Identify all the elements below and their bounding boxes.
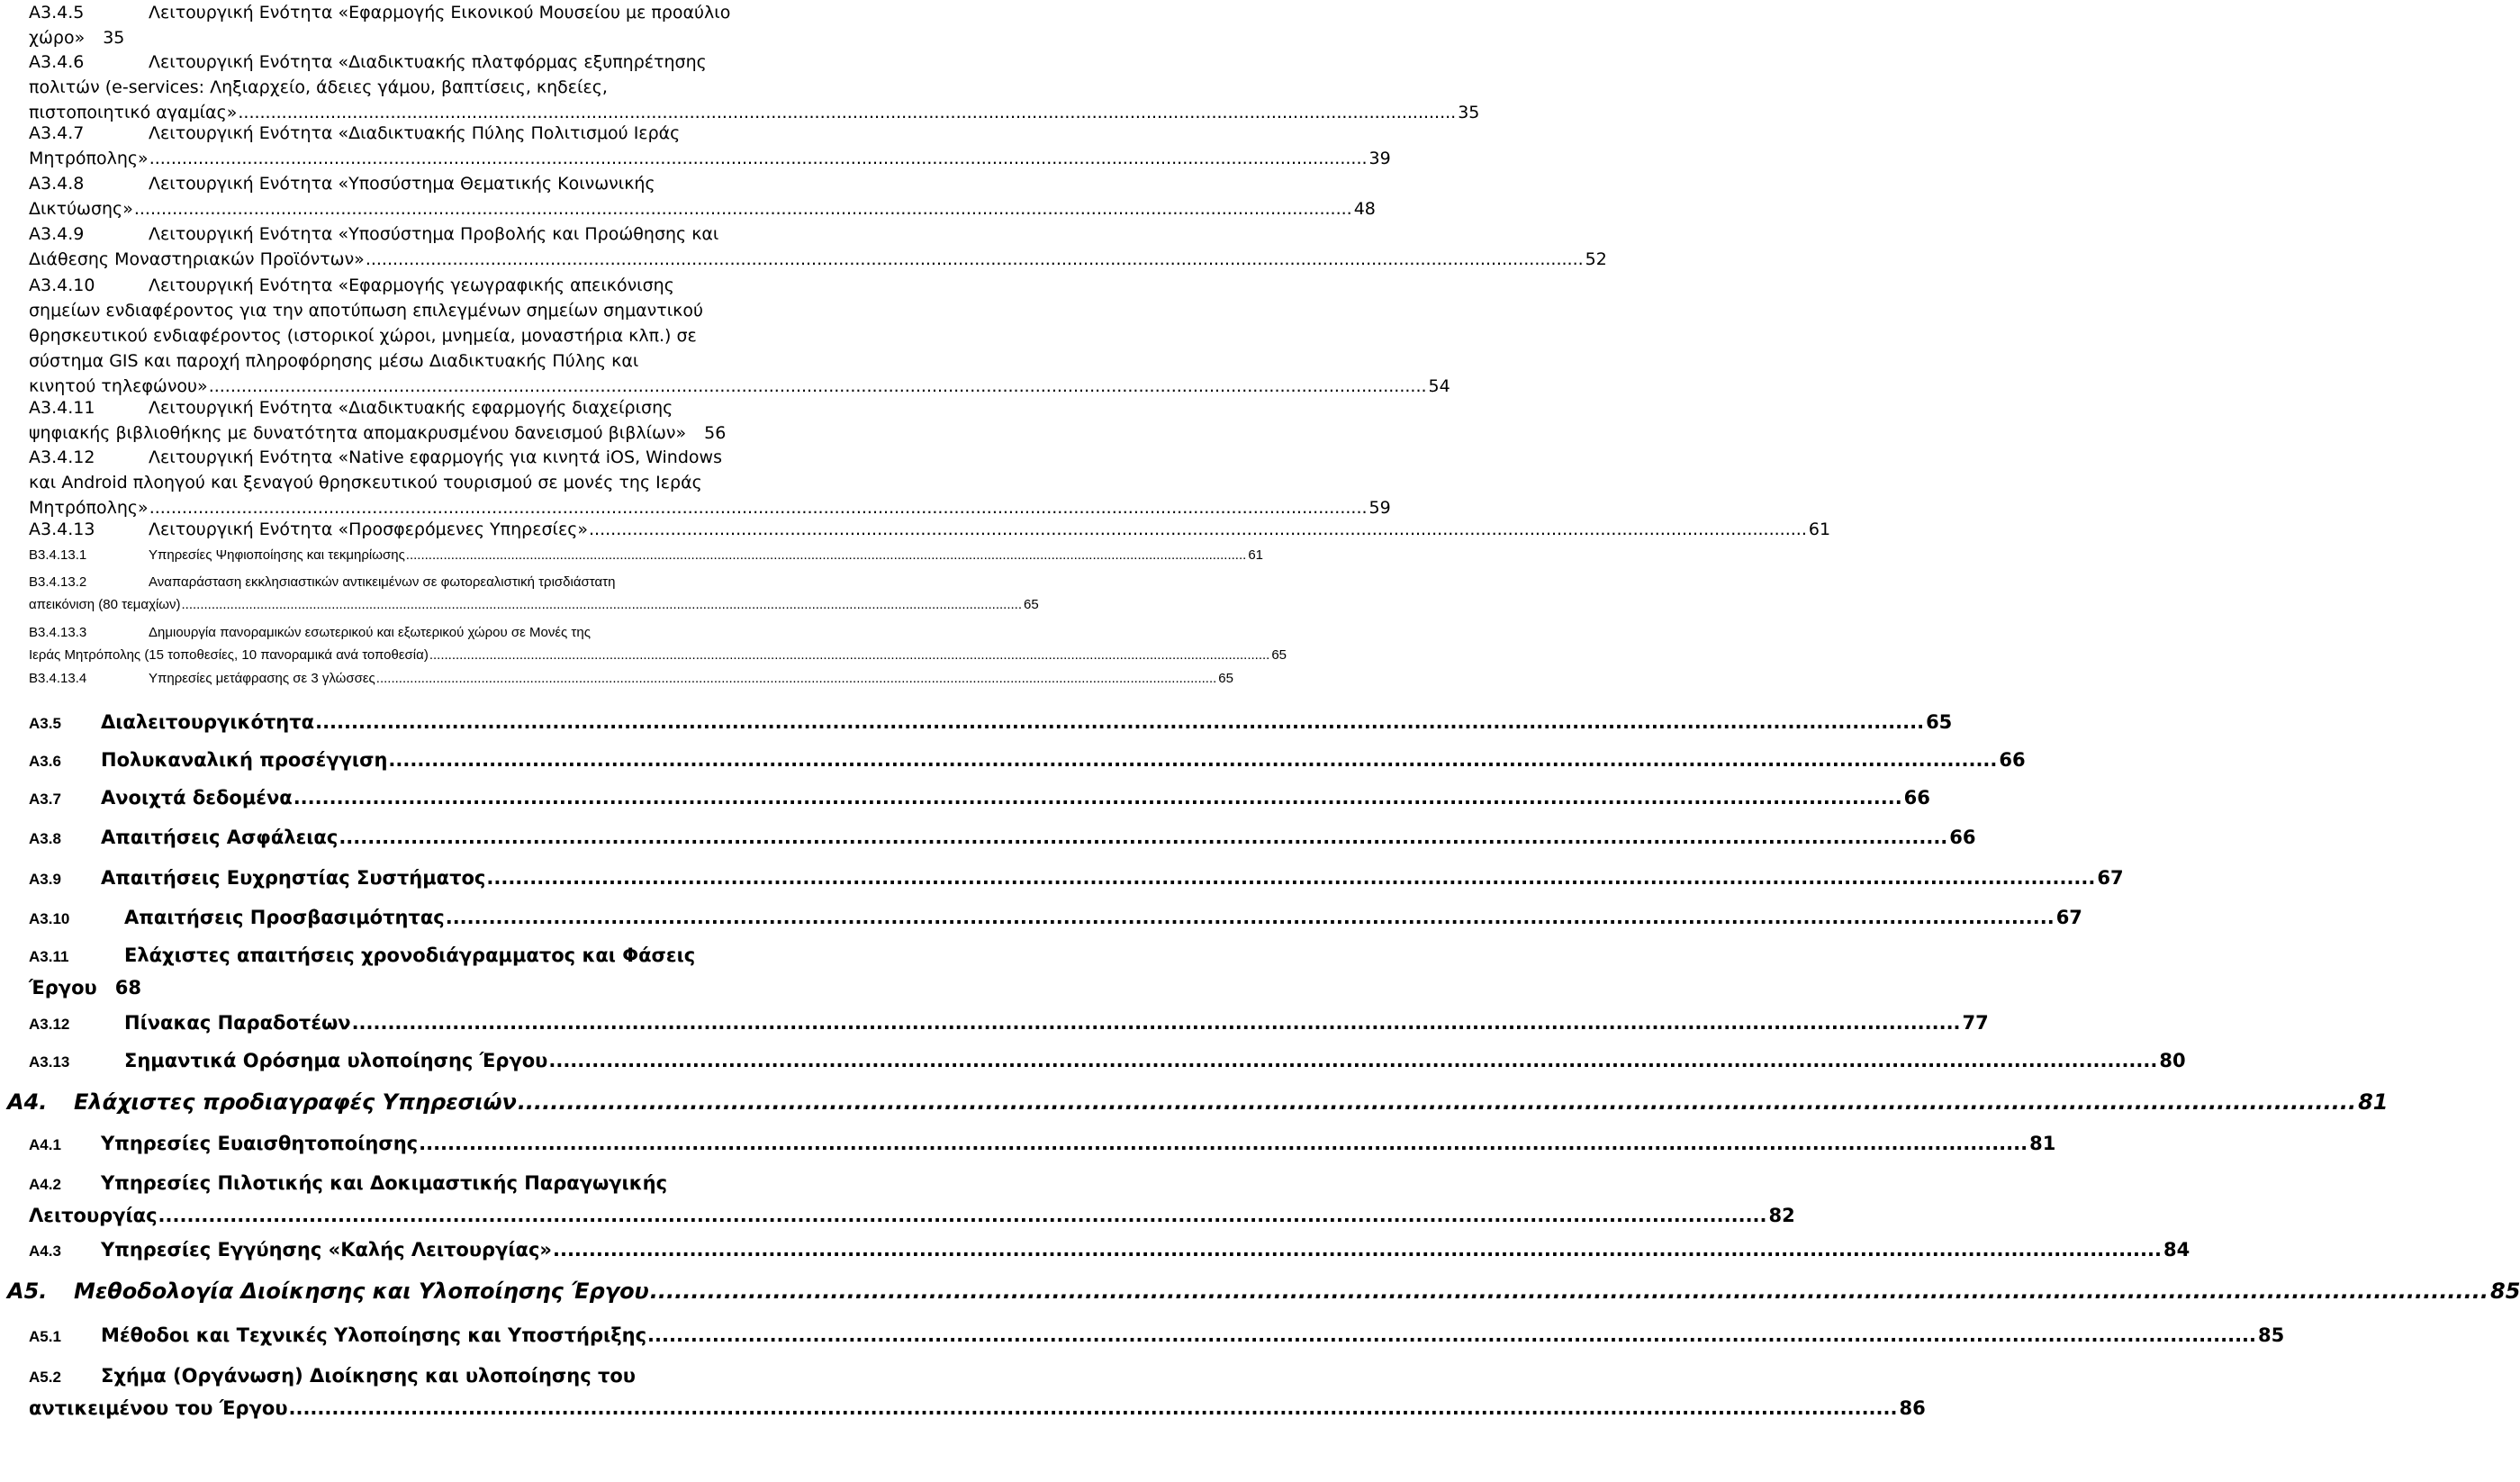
toc-line [29, 862, 2124, 894]
toc-line [29, 744, 2026, 776]
page-number: 65 [1218, 671, 1233, 686]
page-number: 66 [1949, 827, 1976, 848]
entry-number: B3.4.13.3 [29, 625, 87, 640]
page-number: 56 [704, 423, 727, 443]
entry-title-continued: χώρο» [29, 28, 86, 48]
entry-title [29, 544, 405, 566]
page-number: 35 [1458, 103, 1480, 122]
entry-title [29, 1233, 552, 1268]
entry-title-continued: απεικόνιση (80 τεμαχίων) [29, 597, 181, 612]
toc-line [29, 971, 821, 1004]
entry-title-continued: κινητού τηλεφώνου» [29, 376, 208, 396]
page-number: 67 [2055, 907, 2082, 928]
entry-number: A3.4.6 [29, 52, 85, 72]
entry-number: A4.1 [29, 1136, 61, 1153]
toc-line [29, 221, 821, 247]
entry-number: A3.5 [29, 715, 61, 732]
leader-dots [288, 1392, 1898, 1424]
toc-entry[interactable] [29, 744, 2026, 776]
entry-title [29, 821, 338, 855]
toc-line [29, 298, 821, 323]
entry-title-text: Σημαντικά Ορόσημα υλοποίησης Έργου [124, 1050, 548, 1071]
entry-title [29, 1007, 351, 1041]
toc-line [29, 470, 821, 495]
entry-title: Ελάχιστες απαιτήσεις χρονοδιάγραμματος και Φάσεις [124, 944, 696, 966]
toc-line [29, 544, 1263, 566]
entry-title: Αναπαράσταση εκκλησιαστικών αντικειμένων σε φωτορεαλιστική τρισδιάστατη [149, 574, 616, 590]
leader-dots [387, 744, 1997, 776]
entry-title-text: Απαιτήσεις Προσβασιμότητας [124, 907, 445, 928]
toc-line [29, 247, 1607, 272]
toc-line [29, 706, 1953, 738]
entry-title-text: Υπηρεσίες Εγγύησης «Καλής Λειτουργίας» [101, 1239, 552, 1261]
toc-line [29, 1007, 1989, 1039]
entry-title [29, 667, 375, 690]
leader-dots [293, 782, 1902, 814]
toc-line [29, 171, 821, 196]
toc-line [29, 517, 1831, 542]
toc-entry[interactable] [29, 445, 1391, 520]
toc-line [29, 571, 821, 593]
entry-title-continued: σύστημα GIS και παροχή πληροφόρησης μέσω Διαδικτυακής Πύλης και [29, 351, 639, 371]
leader-dots [445, 901, 2055, 934]
leader-dots [149, 146, 1368, 171]
toc-entry[interactable] [29, 782, 1930, 814]
toc-entry[interactable] [7, 1086, 2389, 1118]
toc-line [29, 146, 1391, 171]
entry-title-continued: και Android πλοηγού και ξεναγού θρησκευτικού τουρισμού σε μονές της Ιεράς [29, 473, 702, 492]
toc-line [29, 395, 821, 420]
page-number: 54 [1428, 376, 1450, 396]
toc-line [29, 348, 821, 374]
toc-entry[interactable] [29, 706, 1953, 738]
entry-number: A3.4.13 [29, 520, 95, 539]
leader-dots [351, 1007, 1961, 1039]
toc-line [29, 644, 1287, 666]
entry-number: A3.4.10 [29, 276, 95, 295]
page-number: 66 [1999, 749, 2026, 771]
leader-dots [588, 517, 1807, 542]
entry-title [29, 744, 387, 778]
toc-line [29, 939, 821, 971]
toc-line [29, 121, 821, 146]
toc-line [29, 445, 821, 470]
page-number: 65 [1926, 711, 1953, 733]
entry-number: A3.4.7 [29, 123, 85, 143]
page-number: 86 [1899, 1397, 1926, 1419]
entry-number: A3.4.12 [29, 447, 95, 467]
entry-number: A3.11 [29, 948, 69, 965]
page-number: 66 [1903, 787, 1930, 809]
toc-line [7, 1275, 2520, 1307]
leader-dots [552, 1233, 2162, 1266]
page-number: 48 [1353, 199, 1376, 219]
entry-title: Λειτουργική Ενότητα «Υποσύστημα Προβολής και Προώθησης και [149, 224, 719, 244]
entry-title-text: Μέθοδοι και Τεχνικές Υλοποίησης και Υποστήριξης [101, 1324, 647, 1346]
toc-entry[interactable] [29, 901, 2082, 934]
entry-title-continued: Έργου [29, 977, 97, 999]
toc-entry[interactable] [29, 221, 1607, 272]
leader-dots [547, 1044, 2157, 1077]
toc-line [29, 901, 2082, 934]
entry-number: A3.9 [29, 871, 61, 888]
entry-title-text: Μεθοδολογία Διοίκησης και Υλοποίησης Έργου [74, 1279, 649, 1304]
entry-title [29, 517, 588, 542]
entry-number: A3.13 [29, 1053, 70, 1071]
page-number: 61 [1248, 547, 1263, 563]
toc-entry[interactable] [29, 1233, 2190, 1266]
toc-line [29, 75, 821, 100]
entry-number: A5.2 [29, 1369, 61, 1386]
entry-title-continued: Ιεράς Μητρόπολης (15 τοποθεσίες, 10 πανοραμικά ανά τοποθεσία) [29, 647, 429, 663]
entry-number: B3.4.13.2 [29, 574, 87, 590]
entry-number: A3.8 [29, 830, 61, 847]
toc-line [29, 1127, 2056, 1160]
toc-line [29, 667, 1233, 690]
entry-number: A4.2 [29, 1176, 61, 1193]
entry-number: A4. [7, 1089, 48, 1115]
page-number: 85 [2258, 1324, 2285, 1346]
toc-line [29, 0, 821, 25]
entry-title [29, 782, 293, 816]
leader-dots [646, 1319, 2256, 1351]
entry-title-continued: Δικτύωσης» [29, 199, 133, 219]
entry-title-continued: θρησκευτικού ενδιαφέροντος (ιστορικοί χώροι, μνημεία, μοναστήρια κλπ.) σε [29, 326, 697, 346]
entry-number: A5.1 [29, 1328, 61, 1345]
leader-dots [158, 1199, 1767, 1232]
toc-line [29, 821, 1976, 854]
toc-entry[interactable] [29, 571, 1039, 616]
entry-title-continued: πιστοποιητικό αγαμίας» [29, 103, 238, 122]
entry-number: A3.4.11 [29, 398, 95, 418]
entry-title: Λειτουργική Ενότητα «Εφαρμογής γεωγραφικής απεικόνισης [149, 276, 674, 295]
page-number: 39 [1368, 149, 1391, 168]
toc-line [29, 1233, 2190, 1266]
toc-line [29, 1044, 2186, 1077]
entry-title-text: Πίνακας Παραδοτέων [124, 1012, 351, 1034]
leader-dots [429, 644, 1270, 666]
entry-title-text: Υπηρεσίες μετάφρασης σε 3 γλώσσες [149, 671, 375, 686]
page-number: 59 [1368, 498, 1391, 518]
leader-dots [133, 196, 1352, 221]
entry-title-continued: σημείων ενδιαφέροντος για την αποτύπωση επιλεγμένων σημείων σημαντικού [29, 301, 703, 321]
toc-entry[interactable] [29, 171, 1376, 221]
page-number: 68 [114, 977, 141, 999]
page-number: 65 [1271, 647, 1287, 663]
entry-title: Λειτουργική Ενότητα «Διαδικτυακής Πύλης Πολιτισμού Ιεράς [149, 123, 681, 143]
entry-number: B3.4.13.1 [29, 547, 87, 563]
page-number: 67 [2097, 867, 2124, 889]
entry-title-continued: πολιτών (e-services: Ληξιαρχείο, άδειες γάμου, βαπτίσεις, κηδείες, [29, 77, 608, 97]
toc-line [29, 323, 821, 348]
toc-line [29, 782, 1930, 814]
toc-line [29, 621, 821, 644]
leader-dots [517, 1086, 2356, 1118]
toc-entry[interactable] [29, 273, 1450, 399]
toc-line [29, 25, 821, 50]
leader-dots [314, 706, 1924, 738]
page-number: 82 [1768, 1205, 1795, 1226]
entry-title-continued: Μητρόπολης» [29, 498, 149, 518]
entry-title-continued: Μητρόπολης» [29, 149, 149, 168]
entry-number: B3.4.13.4 [29, 671, 87, 686]
entry-title-text: Διαλειτουργικότητα [101, 711, 315, 733]
toc-entry[interactable] [29, 667, 1233, 690]
entry-title-text: Πολυκαναλική προσέγγιση [101, 749, 388, 771]
entry-number: A3.7 [29, 791, 61, 808]
entry-number: A3.4.9 [29, 224, 85, 244]
entry-title [29, 1319, 646, 1353]
toc-line [29, 593, 1039, 616]
toc-entry[interactable] [29, 1319, 2285, 1351]
entry-title: Λειτουργική Ενότητα «Διαδικτυακής πλατφόρμας εξυπηρέτησης [149, 52, 707, 72]
toc-line [29, 420, 821, 446]
page-number: 84 [2163, 1239, 2190, 1261]
toc-entry[interactable] [29, 517, 1831, 542]
entry-title: Λειτουργική Ενότητα «Διαδικτυακής εφαρμογής διαχείρισης [149, 398, 673, 418]
toc-line [29, 1167, 821, 1199]
entry-number: A4.3 [29, 1243, 61, 1260]
toc-line [29, 1360, 821, 1392]
entry-number: A3.4.5 [29, 3, 85, 23]
toc-line [29, 196, 1376, 221]
entry-title-text: Λειτουργική Ενότητα «Προσφερόμενες Υπηρεσίες» [149, 520, 588, 539]
entry-title-continued: αντικειμένου του Έργου [29, 1397, 288, 1419]
leader-dots [338, 821, 1947, 854]
page-number: 61 [1808, 520, 1831, 539]
toc-line [29, 1199, 1795, 1232]
toc-line [29, 50, 821, 75]
entry-title: Σχήμα (Οργάνωση) Διοίκησης και υλοποίησης του [101, 1365, 636, 1387]
toc-line [29, 1319, 2285, 1351]
entry-number: A3.10 [29, 910, 70, 927]
toc-entry[interactable] [29, 939, 821, 1004]
toc-entry[interactable] [29, 1167, 1795, 1232]
leader-dots [485, 862, 2095, 894]
toc-entry[interactable] [29, 395, 821, 446]
toc-entry[interactable] [29, 1360, 1926, 1424]
leader-dots [365, 247, 1584, 272]
toc-entry[interactable] [7, 1275, 2520, 1307]
leader-dots [405, 544, 1247, 566]
entry-title-continued: ψηφιακής βιβλιοθήκης με δυνατότητα απομακρυσμένου δανεισμού βιβλίων» [29, 423, 687, 443]
entry-title-text: Απαιτήσεις Ευχρηστίας Συστήματος [101, 867, 486, 889]
entry-number: A3.6 [29, 753, 61, 770]
leader-dots [181, 593, 1023, 616]
entry-title [29, 901, 445, 935]
page-number: 77 [1962, 1012, 1989, 1034]
toc-entry[interactable] [29, 821, 1976, 854]
toc-entry[interactable] [29, 0, 821, 50]
toc-entry[interactable] [29, 621, 1287, 666]
entry-number: A3.4.8 [29, 174, 85, 194]
entry-title [29, 1127, 418, 1161]
entry-title-continued: Διάθεσης Μοναστηριακών Προϊόντων» [29, 249, 365, 269]
entry-title-text: Απαιτήσεις Ασφάλειας [101, 827, 339, 848]
toc-entry[interactable] [29, 50, 1480, 125]
page-number: 80 [2159, 1050, 2186, 1071]
entry-title-text: Ελάχιστες προδιαγραφές Υπηρεσιών [74, 1089, 517, 1115]
toc-entry[interactable] [29, 862, 2124, 894]
entry-title-text: Υπηρεσίες Ψηφιοποίησης και τεκμηρίωσης [149, 547, 405, 563]
entry-number: A5. [7, 1279, 48, 1304]
toc-entry[interactable] [29, 1007, 1989, 1039]
entry-title: Λειτουργική Ενότητα «Υποσύστημα Θεματικής Κοινωνικής [149, 174, 655, 194]
entry-title: Λειτουργική Ενότητα «Native εφαρμογής για κινητά iOS, Windows [149, 447, 722, 467]
toc-line [29, 1392, 1926, 1424]
entry-title [29, 706, 314, 740]
entry-number: A3.12 [29, 1016, 70, 1033]
leader-dots [418, 1127, 2028, 1160]
page-number: 65 [1024, 597, 1039, 612]
entry-title [7, 1086, 517, 1118]
leader-dots [649, 1275, 2488, 1307]
entry-title-continued: Λειτουργίας [29, 1205, 158, 1226]
entry-title: Υπηρεσίες Πιλοτικής και Δοκιμαστικής Παραγωγικής [101, 1172, 668, 1194]
toc-entry[interactable] [29, 1127, 2056, 1160]
toc-entry[interactable] [29, 544, 1263, 566]
toc-line [7, 1086, 2389, 1118]
page-number: 81 [2029, 1133, 2056, 1154]
entry-title [29, 1044, 547, 1079]
entry-title-text: Ανοιχτά δεδομένα [101, 787, 293, 809]
entry-title [7, 1275, 649, 1307]
page-number: 35 [103, 28, 125, 48]
toc-entry[interactable] [29, 121, 1391, 171]
entry-title-text: Υπηρεσίες Ευαισθητοποίησης [101, 1133, 419, 1154]
entry-title: Λειτουργική Ενότητα «Εφαρμογής Εικονικού Μουσείου με προαύλιο [149, 3, 731, 23]
entry-title [29, 862, 485, 896]
entry-title: Δημιουργία πανοραμικών εσωτερικού και εξωτερικού χώρου σε Μονές της [149, 625, 591, 640]
toc-entry[interactable] [29, 1044, 2186, 1077]
toc-line [29, 273, 821, 298]
page-number: 81 [2358, 1089, 2389, 1115]
page-number: 52 [1585, 249, 1607, 269]
leader-dots [375, 667, 1217, 690]
page-number: 85 [2490, 1279, 2520, 1304]
